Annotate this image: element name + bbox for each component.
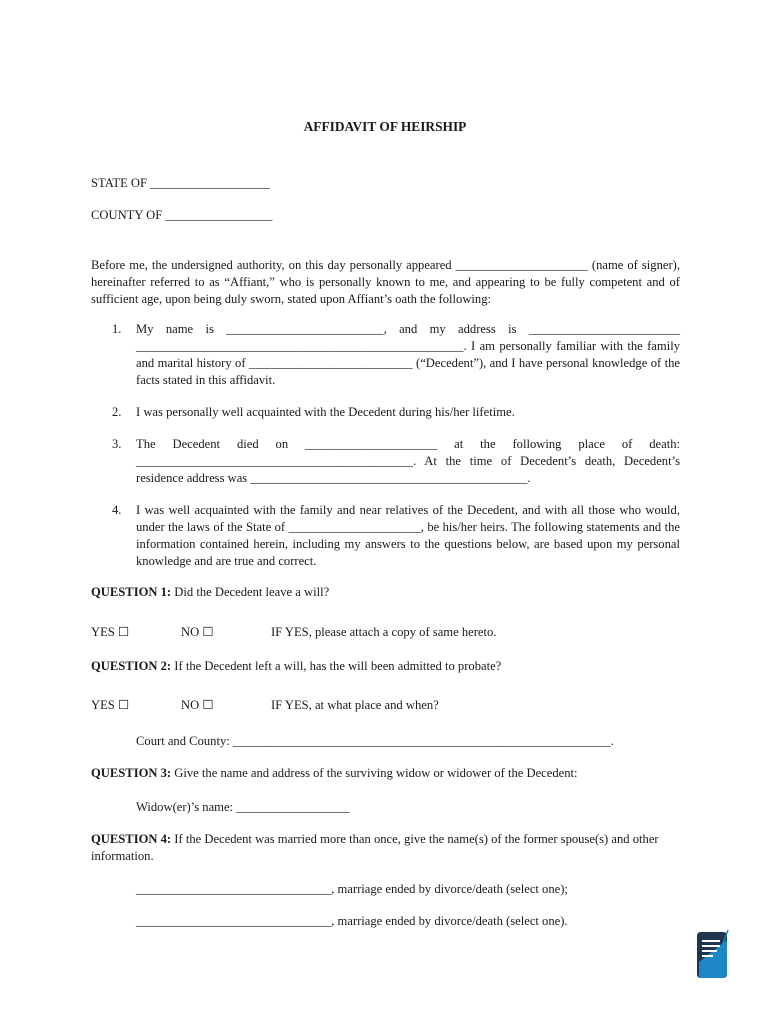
question-text: Give the name and address of the surviving widow or widower of the Decedent: <box>171 766 578 780</box>
q2-yes-checkbox[interactable]: YES ☐ <box>91 698 130 712</box>
q1-no-checkbox[interactable]: NO ☐ <box>181 625 214 639</box>
county-line: COUNTY OF _________________ <box>91 208 273 222</box>
q2-note: IF YES, at what place and when? <box>271 698 439 712</box>
item-number: 3. <box>112 437 122 451</box>
question-2 <box>91 658 680 675</box>
question-3 <box>91 765 680 782</box>
document-logo-icon <box>693 928 729 982</box>
question-label: QUESTION 3: <box>91 766 172 780</box>
q2-no-checkbox[interactable]: NO ☐ <box>181 698 214 712</box>
item-text: The Decedent died on _____________________ at the following place of death: ____________________________________________. At the time of Decedent’s death, Decedent’s residence address was ____________________________________________. <box>136 437 680 485</box>
intro-paragraph: Before me, the undersigned authority, on this day personally appeared _____________________ (name of signer), hereinafter referred to as “Affiant,” who is personally known to me, and appearing to be fully competent and of sufficient age, upon being duly sworn, stated upon Affiant’s oath the following: <box>91 258 680 306</box>
question-text: If the Decedent left a will, has the will been admitted to probate? <box>171 659 502 673</box>
item-text: My name is _________________________, and my address is ________________________ ____________________________________________________. I am personally familiar with the family and marital history of __________________________ (“Decedent”), and I have personal knowledge of the facts stated in this affidavit. <box>136 322 680 387</box>
question-text: If the Decedent was married more than once, give the name(s) of the former spouse(s) and other information. <box>91 832 659 863</box>
widow-name-line: Widow(er)’s name: __________________ <box>136 800 350 814</box>
document-title: AFFIDAVIT OF HEIRSHIP <box>303 119 467 134</box>
spouse-line-2: _______________________________, marriage ended by divorce/death (select one). <box>136 914 568 928</box>
state-line: STATE OF ___________________ <box>91 176 270 190</box>
question-label: QUESTION 1: <box>91 585 172 599</box>
item-number: 1. <box>112 322 122 336</box>
item-number: 2. <box>112 405 122 419</box>
court-county-line: Court and County: ____________________________________________________________. <box>136 734 614 748</box>
spouse-line-1: _______________________________, marriage ended by divorce/death (select one); <box>136 882 568 896</box>
question-label: QUESTION 2: <box>91 659 172 673</box>
item-text: I was well acquainted with the family and near relatives of the Decedent, and with all those who would, under the laws of the State of _____________________, be his/her heirs. The following statements and the information contained herein, including my answers to the questions below, are based upon my personal knowledge and are true and correct. <box>136 503 680 568</box>
question-1 <box>91 584 680 601</box>
q1-note: IF YES, please attach a copy of same hereto. <box>271 625 497 639</box>
question-text: Did the Decedent leave a will? <box>171 585 330 599</box>
question-label: QUESTION 4: <box>91 832 172 846</box>
item-text: I was personally well acquainted with the Decedent during his/her lifetime. <box>136 405 515 419</box>
item-number: 4. <box>112 503 122 517</box>
q1-yes-checkbox[interactable]: YES ☐ <box>91 625 130 639</box>
question-4 <box>91 831 680 865</box>
